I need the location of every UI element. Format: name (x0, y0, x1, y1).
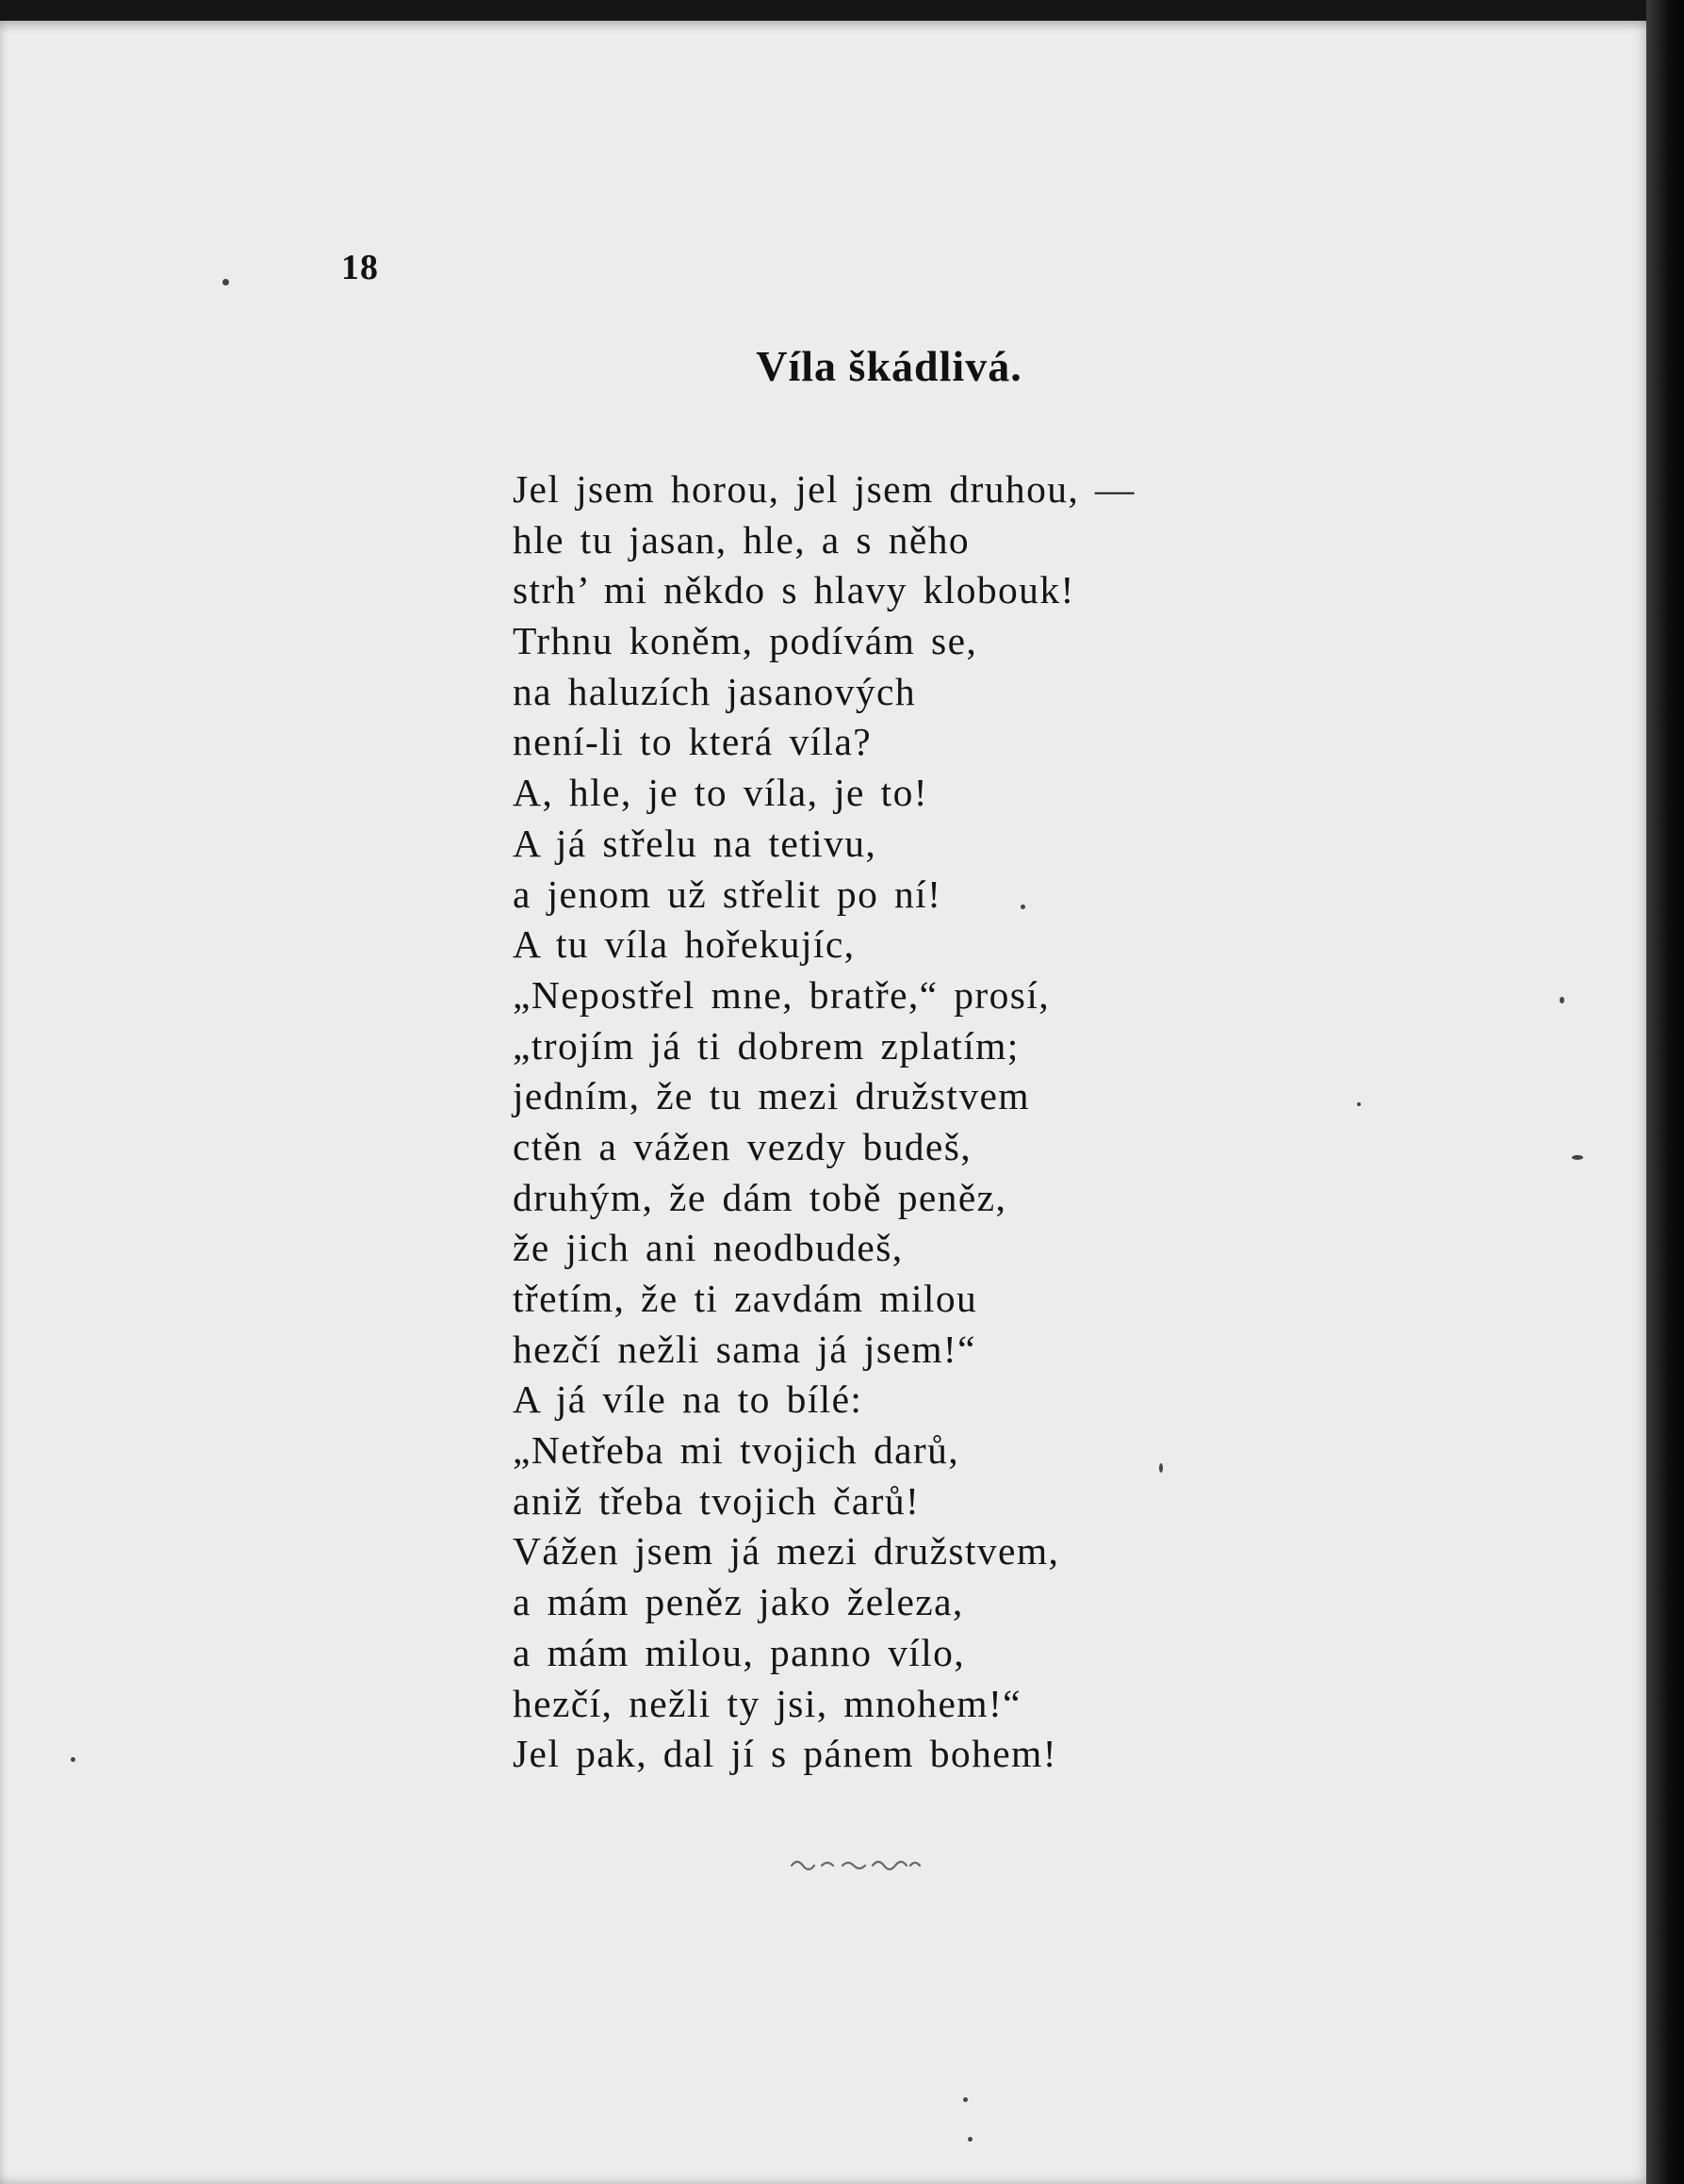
dust-speck (1572, 1155, 1583, 1160)
dust-speck (1021, 905, 1025, 909)
page-edge-shadow (1646, 0, 1684, 2184)
verse-line: strh’ mi někdo s hlavy klobouk! (513, 568, 1075, 612)
dust-speck (1560, 997, 1564, 1003)
verse-line: hezčí, nežli ty jsi, mnohem!“ (513, 1681, 1022, 1725)
verse-line: ctěn a vážen vezdy budeš, (513, 1124, 973, 1168)
dust-speck (1357, 1102, 1361, 1106)
dust-speck (963, 2097, 968, 2102)
verse-line: a jenom už střelit po ní! (513, 872, 942, 916)
verse-line: A, hle, je to víla, je to! (513, 771, 928, 815)
verse-line: „Nepostřel mne, bratře,“ prosí, (513, 972, 1051, 1017)
poem-body (513, 465, 1136, 1780)
verse-line: hle tu jasan, hle, a s něho (513, 517, 970, 562)
verse-line: na haluzích jasanových (513, 669, 916, 713)
dust-speck (968, 2137, 973, 2142)
dust-speck (71, 1757, 75, 1762)
verse-line: „trojím já ti dobrem zplatím; (513, 1023, 1020, 1068)
verse-line: Jel jsem horou, jel jsem druhou, — (513, 467, 1136, 511)
verse-line: druhým, že dám tobě peněz, (513, 1175, 1007, 1219)
dust-speck (1159, 1463, 1163, 1473)
verse-line: že jich ani neodbudeš, (513, 1226, 904, 1270)
verse-line: a mám milou, panno vílo, (513, 1630, 966, 1674)
verse-line: jedním, že tu mezi družstvem (513, 1074, 1030, 1118)
verse-line: aniž třeba tvojich čarů! (513, 1478, 921, 1523)
verse-line: „Netřeba mi tvojich darů, (513, 1428, 960, 1473)
verse-line: Trhnu koněm, podívám se, (513, 619, 978, 663)
page-number: 18 (341, 248, 379, 287)
verse-line: hezčí nežli sama já jsem!“ (513, 1327, 976, 1371)
verse-line: A já víle na to bílé: (513, 1377, 863, 1422)
verse-line: třetím, že ti zavdám milou (513, 1277, 978, 1320)
verse-line: Jel pak, dal jí s pánem bohem! (513, 1732, 1057, 1776)
poem-title: Víla škádlivá. (756, 342, 1022, 390)
verse-line: a mám peněz jako železa, (513, 1580, 964, 1624)
verse-line: A já střelu na tetivu, (513, 821, 877, 865)
verse-line: není-li to která víla? (513, 720, 873, 764)
wavy-rule-icon (790, 1854, 922, 1873)
dust-speck (222, 279, 229, 285)
verse-line: Vážen jsem já mezi družstvem, (513, 1529, 1060, 1573)
verse-line: A tu víla hořekujíc, (513, 922, 856, 967)
